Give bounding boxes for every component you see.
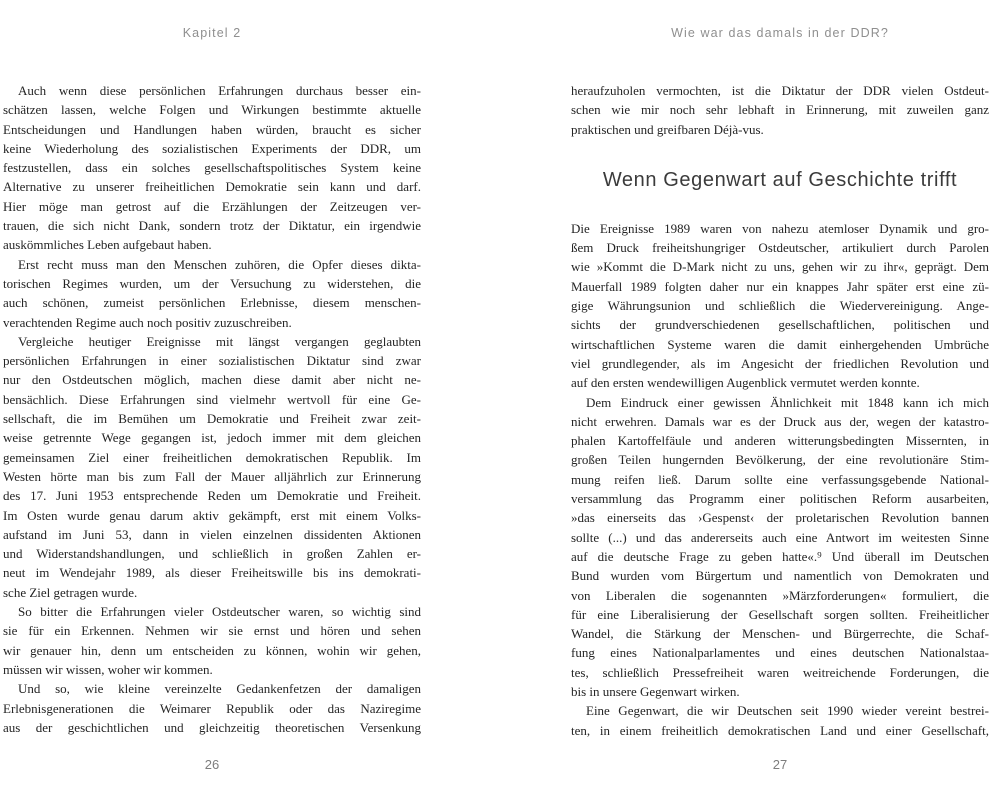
text-line: Erlebnisgenerationen die Weimarer Republik oder das Naziregime [3,700,421,716]
text-line: schen wie mir noch sehr lebhaft in Erinnerung, mit zuweilen ganz [571,102,989,118]
page-left [3,0,421,800]
text-line: »das einerseits das ›Gespenst‹ der proletarischen Revolution bannen [571,510,989,526]
running-head-right: Wie war das damals in der DDR? [671,26,889,40]
text-line: keine Wiederholung des sozialistischen Experiments der DDR, um [3,140,421,156]
text-line: Die Ereignisse 1989 waren von nahezu atemloser Dynamik und gro- [571,220,989,236]
page-number-right: 27 [772,757,788,772]
text-line: Eine Gegenwart, die wir Deutschen seit 1990 wieder vereint bestrei- [586,703,989,719]
text-line: großen Teilen hungernden Bevölkerung, der eine revolutionäre Stim- [571,452,989,468]
text-line: bis in unsere Gegenwart wirken. [571,684,740,700]
text-line: neut im Wendejahr 1989, als dieser Freiheitswille bis ins demokrati- [3,565,421,581]
text-line: torischen Regimes wurden, um der Versuchung zu widerstehen, die [3,275,421,291]
text-line: Im Osten wurde genau darum aktiv gekämpft, erst mit einem Volks- [3,507,421,523]
text-line: müssen wir wissen, woher wir kommen. [3,661,213,677]
text-line: praktischen und greifbaren Déjà-vus. [571,121,764,137]
text-line: gige Währungsunion und schließlich die Wiedervereinigung. Ange- [571,298,989,314]
text-line: heraufzuholen vermochten, ist die Diktatur der DDR vielen Ostdeut- [571,83,989,98]
text-line: persönlichen Erfahrungen in einer sozialistischen Diktatur sind zwar [3,353,421,369]
text-line: Dem Eindruck einer gewissen Ähnlichkeit mit 1848 kann ich mich [586,394,989,410]
text-line: aufstand im Juni 53, dann in vielen einzelnen dissidenten Aktionen [3,526,421,542]
text-line: wir genauer hin, denn um entscheiden zu können, wohin wir gehen, [3,642,421,658]
text-line: festzustellen, dass ein solches gesellschaftspolitisches System keine [3,160,421,176]
section-heading: Wenn Gegenwart auf Geschichte trifft [602,168,958,191]
text-line: auf den ersten wendewilligen Augenblick vermutet werden konnte. [571,375,920,391]
text-line: ten, in einem freiheitlich demokratischen Land und einer Gesellschaft, [571,722,989,738]
text-line: Westen hörte man bis zum Fall der Mauer alljährlich zur Erinnerung [3,468,421,484]
text-line: nur den Ostdeutschen möglich, machen diese damit aber nicht ne- [3,372,421,388]
text-line: Entscheidungen und Handlungen haben würden, braucht es sicher [3,121,421,137]
text-line: verachtenden Regime auch noch positiv zuzuschreiben. [3,314,292,330]
text-line: versammlung das Programm einer politischen Reform ausarbeiten, [571,491,989,507]
page-right-body [571,81,989,740]
text-line: wie »Kommt die D-Mark nicht zu uns, gehen wir zu ihr«, geprägt. Dem [571,259,989,275]
text-line: und Widerstandshandlungen, und schließlich in großen Zahlen er- [3,546,421,562]
page-number-left: 26 [204,757,220,772]
text-line: So bitter die Erfahrungen vieler Ostdeutscher waren, so wichtig sind [18,604,421,620]
text-line: auf die deutsche Frage zu geben hatte«.⁹ Und überall im Deutschen [571,548,989,564]
text-line: Mauerfall 1989 folgten daher nur ein knappes Jahr später erst eine zü- [571,278,989,294]
text-line: mung reifen ließ. Darum sollte eine verfassungsgebende National- [571,471,989,487]
text-line: ßem Druck freiheitshungriger Ostdeutscher, artikuliert durch Parolen [571,240,989,256]
text-line: Vergleiche heutiger Ereignisse mit längst vergangen geglaubten [18,333,421,349]
text-line: Alternative zu unserer freiheitlichen Demokratie sein kann und darf. [3,179,421,195]
text-line: Hier möge man getrost auf die Erzählungen der Zeitzeugen ver- [3,198,421,214]
text-line: sollte (...) und das andererseits auch eine Antwort im weitesten Sinne [571,529,989,545]
text-line: fung eines Nationalparlamentes und eines deutschen Nationalstaa- [571,645,989,661]
text-line: wirtschaftlichen Systeme waren die damit einhergehenden Umbrüche [571,336,989,352]
text-line: aus der geschichtlichen und gleichzeitig theoretischen Versenkung [3,719,421,735]
text-line: viel grundlegender, als im Angesicht der friedlichen Revolution und [571,355,989,371]
text-line: nicht erwehren. Damals war es der Druck aus der, wegen der katastro- [571,413,989,429]
text-line: bensächlich. Diese Erfahrungen sind vielmehr wertvoll für eine Ge- [3,391,421,407]
text-line: sellschaft, die im Bemühen um Demokratie und Freiheit zwar zeit- [3,411,421,427]
text-line: Auch wenn diese persönlichen Erfahrungen durchaus besser ein- [18,83,421,98]
text-line: sie für ein Erkennen. Nehmen wir sie ernst und hören und sehen [3,623,421,639]
text-line: trauen, die sich nicht Dank, sondern trotz der Diktatur, ein irgendwie [3,218,421,234]
text-line: auch schönen, zumeist persönlichen Erlebnisse, diesem menschen- [3,295,421,311]
text-line: schätzen lassen, welche Folgen und Wirkungen bestimmte aktuelle [3,102,421,118]
text-line: gemeinsamen Ziel einer freiheitlichen demokratischen Republik. Im [3,449,421,465]
text-line: sche Ziel getragen wurde. [3,584,138,600]
text-line: weise getrennte Wege gegangen ist, jedoch immer mit dem gleichen [3,430,421,446]
text-line: Und so, wie kleine vereinzelte Gedankenfetzen der damaligen [18,681,421,697]
text-line: auskömmliches Leben aufgebaut haben. [3,237,212,253]
text-line: von Liberalen die sogenannten »Märzforderungen« formuliert, die [571,587,989,603]
text-line: des 17. Juni 1953 entsprechende Reden um Demokratie und Freiheit. [3,488,421,504]
text-line: für eine Liberalisierung der Gesellschaft sorgen sollten. Freiheitlicher [571,606,989,622]
text-line: Erst recht muss man den Menschen zuhören, die Opfer dieses dikta- [18,256,421,272]
text-line: tes, schließlich Pressefreiheit waren weitreichende Forderungen, die [571,664,989,680]
text-line: phalen Kartoffelfäule und anderen witterungsbedingten Missernten, in [571,433,989,449]
text-line: Wandel, die Stärkung der Menschen- und Bürgerrechte, die Schaf- [571,626,989,642]
running-head-left: Kapitel 2 [182,26,242,40]
page-left-body [3,81,421,737]
text-line: sichts der grundverschiedenen gesellschaftlichen, politischen und [571,317,989,333]
page-right [571,0,989,800]
text-line: Bund wurden vom Bürgertum und namentlich von Demokraten und [571,568,989,584]
